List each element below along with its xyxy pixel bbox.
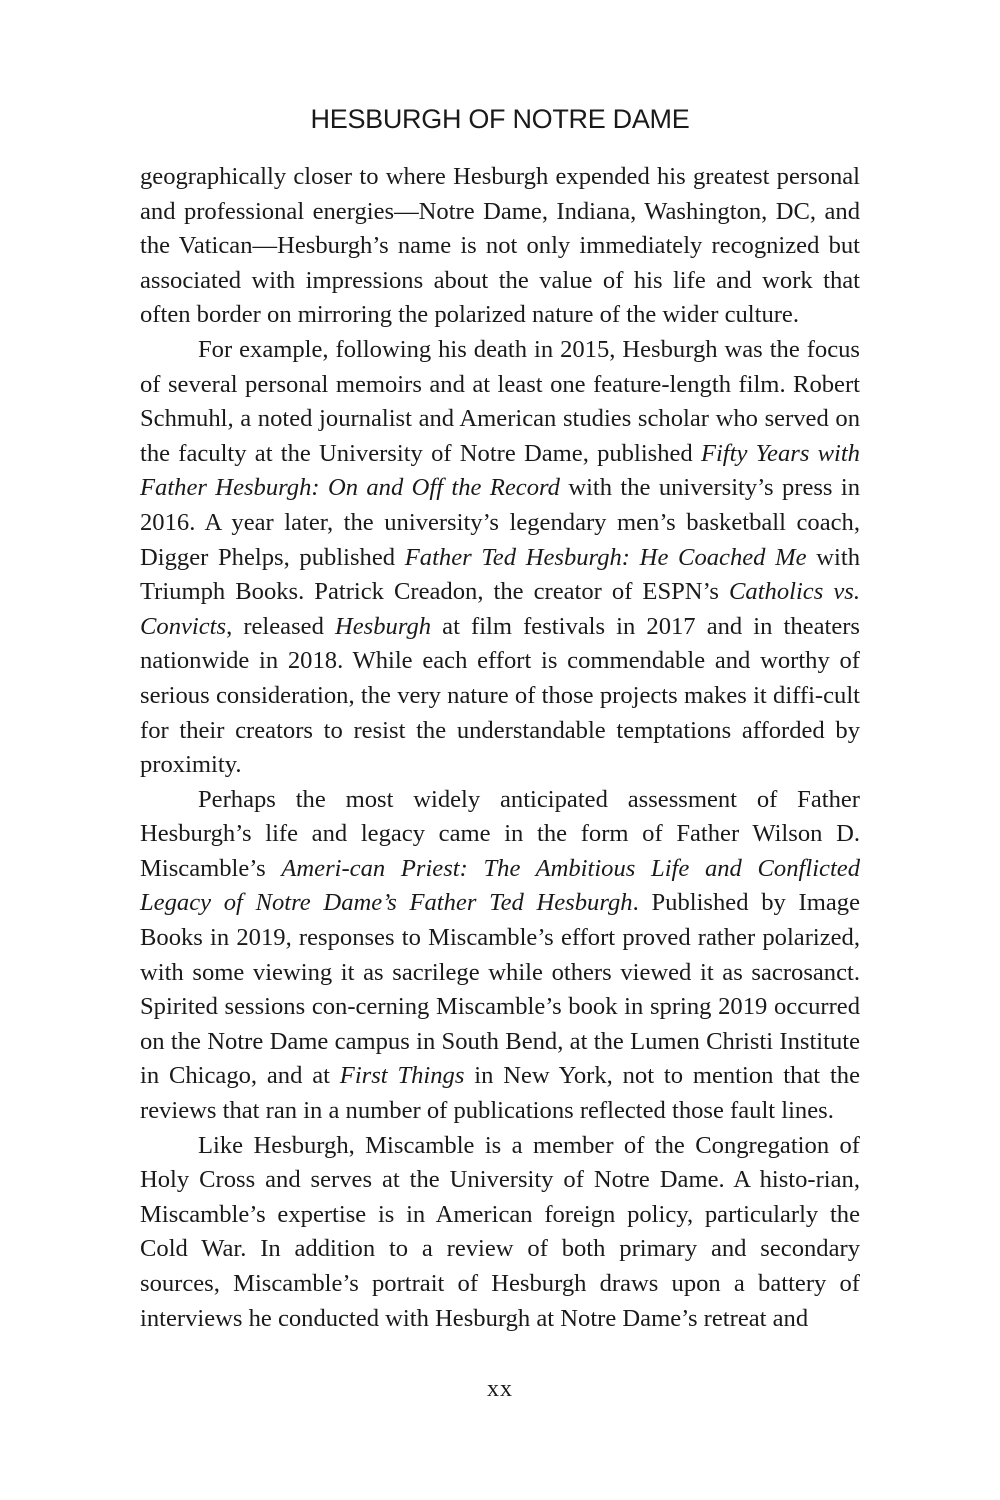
- paragraph: [140, 160, 860, 333]
- text-run: with the university’s press in 2016. A year later, the university’s legendary men’s basketball coach, Digger Phelps, published: [140, 474, 860, 571]
- text-run: geographically closer to where Hesburgh expended his greatest personal and professional energies—Notre Dame, Indiana, Washington, DC, and the Vatican—Hesburgh’s name is not only immediately recognized but associated with impressions about the value of his life and work that often border on mirroring the polarized nature of the wider culture.: [140, 163, 860, 329]
- book-title: Fifty Years with Father Hesburgh: On and Off the Record: [140, 439, 860, 502]
- body-text: [140, 160, 860, 1336]
- book-title: Ameri-can Priest: The Ambitious Life and Conflicted Legacy of Notre Dame’s Father Ted Hesburgh: [140, 854, 860, 917]
- text-run: Like Hesburgh, Miscamble is a member of the Congregation of Holy Cross and serves at the University of Notre Dame. A histo-rian, Miscamble’s expertise is in American foreign policy, particularly the Cold War. In addition to a review of both primary and secondary sources, Miscamble’s portrait of Hesburgh draws upon a battery of interviews he conducted with Hesburgh at Notre Dame’s retreat and: [140, 1131, 860, 1332]
- paragraph: [140, 783, 860, 1129]
- text-run: For example, following his death in 2015, Hesburgh was the focus of several personal memoirs and at least one feature-length film. Robert Schmuhl, a noted journalist and American studies scholar who served on the faculty at the University of Notre Dame, published: [140, 335, 860, 467]
- text-run: with Triumph Books. Patrick Creadon, the creator of ESPN’s: [140, 543, 860, 606]
- publication-title: First Things: [339, 1062, 465, 1090]
- film-title: Hesburgh: [334, 612, 432, 640]
- paragraph: [140, 333, 860, 783]
- text-run: , released: [226, 612, 335, 640]
- paragraph: [140, 1129, 860, 1337]
- page-number: xx: [487, 1376, 513, 1402]
- text-run: in New York, not to mention that the reviews that ran in a number of publications reflected those fault lines.: [140, 1062, 861, 1125]
- text-run: . Published by Image Books in 2019, responses to Miscamble’s effort proved rather polarized, with some viewing it as sacrilege while others viewed it as sacrosanct. Spirited sessions con-cerning Miscamble’s book in spring 2019 occurred on the Notre Dame campus in South Bend, at the Lumen Christi Institute in Chicago, and at: [140, 889, 860, 1090]
- running-head: HESBURGH OF NOTRE DAME: [310, 104, 690, 134]
- book-title: Father Ted Hesburgh: He Coached Me: [404, 543, 807, 571]
- film-title: Catholics vs. Convicts: [140, 578, 860, 640]
- text-run: at film festivals in 2017 and in theaters nationwide in 2018. While each effort is commendable and worthy of serious consideration, the very nature of those projects makes it diffi-cult for their creators to resist the understandable temptations afforded by proximity.: [140, 612, 860, 779]
- text-run: Perhaps the most widely anticipated assessment of Father Hesburgh’s life and legacy came in the form of Father Wilson D. Miscamble’s: [140, 785, 860, 882]
